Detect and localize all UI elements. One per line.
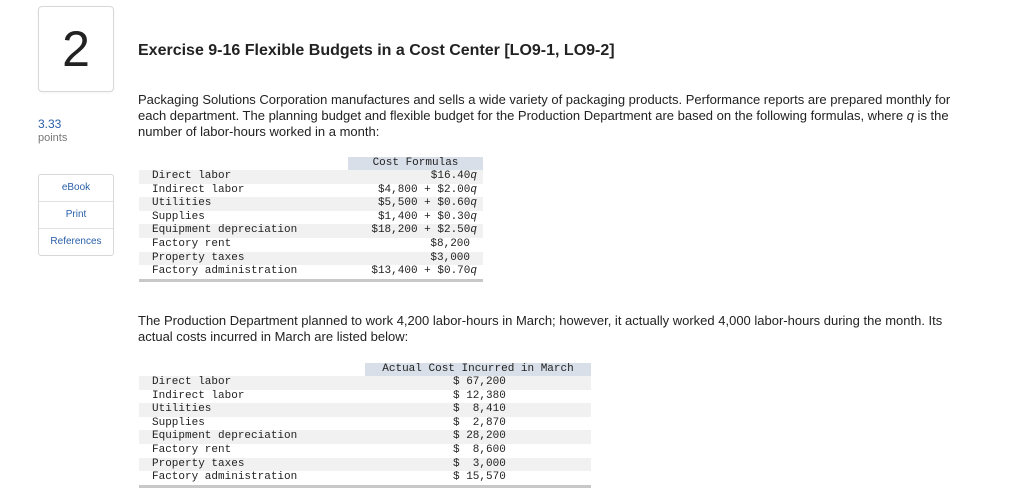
- actual-cost-value: $ 28,200: [453, 430, 506, 443]
- cost-item-label: Utilities: [152, 197, 212, 210]
- variable-rate: $0.60: [437, 197, 471, 210]
- formula-row: [139, 265, 483, 279]
- formula-row: [139, 238, 483, 252]
- variable-rate: $2.50: [437, 224, 471, 237]
- cost-item-label: Property taxes: [152, 457, 245, 470]
- intro-text-2: is the number of labor-hours worked in a month:: [138, 108, 949, 139]
- cost-item-label: Supplies: [152, 210, 205, 223]
- cost-formula: [371, 265, 477, 279]
- fixed-cost: $13,400 +: [371, 265, 438, 278]
- print-link[interactable]: Print: [39, 202, 113, 229]
- cost-item-label: Property taxes: [152, 251, 245, 264]
- question-number-box: [38, 6, 114, 92]
- formula-row: [139, 252, 483, 266]
- cost-formula: [378, 184, 477, 198]
- variable-rate: $0.70: [437, 265, 471, 278]
- formula-row: [139, 197, 483, 211]
- cost-item-label: Indirect labor: [152, 183, 245, 196]
- cost-item-label: Factory administration: [152, 471, 298, 484]
- actual-cost-row: [139, 376, 591, 390]
- variable-rate: $0.30: [437, 210, 471, 223]
- variable-rate: $16.40: [430, 170, 471, 182]
- quantity-variable: q: [470, 183, 477, 196]
- variable-rate: $3,000: [430, 251, 470, 264]
- cost-item-label: Equipment depreciation: [152, 430, 298, 443]
- quantity-variable: q: [470, 197, 477, 210]
- variable-rate: $2.00: [437, 183, 471, 196]
- ebook-link[interactable]: eBook: [39, 175, 113, 202]
- actual-cost-value: $ 12,380: [453, 389, 506, 402]
- actual-cost-value: $ 8,410: [453, 403, 506, 416]
- cost-formula: [430, 238, 470, 252]
- formula-row: [139, 184, 483, 198]
- formula-row: [139, 211, 483, 225]
- fixed-cost: $1,400 +: [377, 210, 438, 223]
- cost-item-label: Factory rent: [152, 443, 232, 456]
- cost-item-label: Supplies: [152, 416, 205, 429]
- cost-formula: [378, 211, 477, 225]
- actual-cost-value: $ 3,000: [453, 457, 506, 470]
- actual-costs-header: Actual Cost Incurred in March: [365, 363, 591, 376]
- resource-links: [38, 174, 114, 256]
- cost-formula: [371, 224, 477, 238]
- variable-rate: $8,200: [430, 237, 470, 250]
- cost-item-label: Utilities: [152, 403, 212, 416]
- references-link[interactable]: References: [50, 236, 102, 247]
- actual-cost-value: $ 8,600: [453, 443, 506, 456]
- intro-paragraph: [138, 92, 978, 140]
- cost-item-label: Equipment depreciation: [152, 224, 298, 237]
- cost-formulas-header: Cost Formulas: [348, 157, 483, 170]
- cost-item-label: Direct labor: [152, 376, 232, 388]
- cost-item-label: Factory rent: [152, 237, 232, 250]
- cost-formula: [378, 197, 477, 211]
- actual-cost-value: $ 15,570: [453, 471, 506, 484]
- fixed-cost: $5,500 +: [377, 197, 438, 210]
- actual-cost-value: $ 67,200: [453, 376, 506, 388]
- actual-cost-value: $ 2,870: [453, 416, 506, 429]
- exercise-title: Exercise 9-16 Flexible Budgets in a Cost Center [LO9-1, LO9-2]: [138, 42, 615, 59]
- cost-formulas-table: [139, 157, 483, 282]
- intro-text-1: Packaging Solutions Corporation manufactures and sells a wide variety of packaging products. Performance reports are prepared monthly for each department. The planning budget and flexible budget for the Production Department are based on the following formulas, where: [138, 92, 951, 123]
- quantity-variable: q: [470, 210, 477, 223]
- formula-row: [139, 170, 483, 184]
- actual-cost-row: [139, 390, 591, 404]
- actual-cost-row: [139, 444, 591, 458]
- cost-item-label: Indirect labor: [152, 389, 245, 402]
- fixed-cost: $18,200 +: [371, 224, 438, 237]
- cost-item-label: Factory administration: [152, 265, 298, 278]
- question-number: 2: [62, 21, 90, 77]
- actual-cost-row: [139, 403, 591, 417]
- fixed-cost: $4,800 +: [377, 183, 438, 196]
- actual-cost-row: [139, 458, 591, 472]
- cost-formula: [431, 170, 477, 184]
- formula-row: [139, 224, 483, 238]
- quantity-variable: q: [470, 265, 477, 278]
- mid-paragraph: The Production Department planned to work 4,200 labor-hours in March; however, it actually worked 4,000 labor-hours during the month. Its actual costs incurred in March are listed below:: [138, 313, 943, 344]
- quantity-variable: q: [470, 170, 477, 182]
- actual-cost-row: [139, 430, 591, 444]
- actual-cost-row: [139, 417, 591, 431]
- cost-formula: [430, 252, 470, 266]
- quantity-variable: q: [470, 224, 477, 237]
- intro-variable: q: [906, 108, 914, 123]
- points-value: 3.33: [38, 117, 62, 131]
- points-label: points: [38, 132, 68, 144]
- actual-cost-row: [139, 471, 591, 485]
- cost-item-label: Direct labor: [152, 170, 232, 182]
- actual-costs-table: [139, 363, 591, 488]
